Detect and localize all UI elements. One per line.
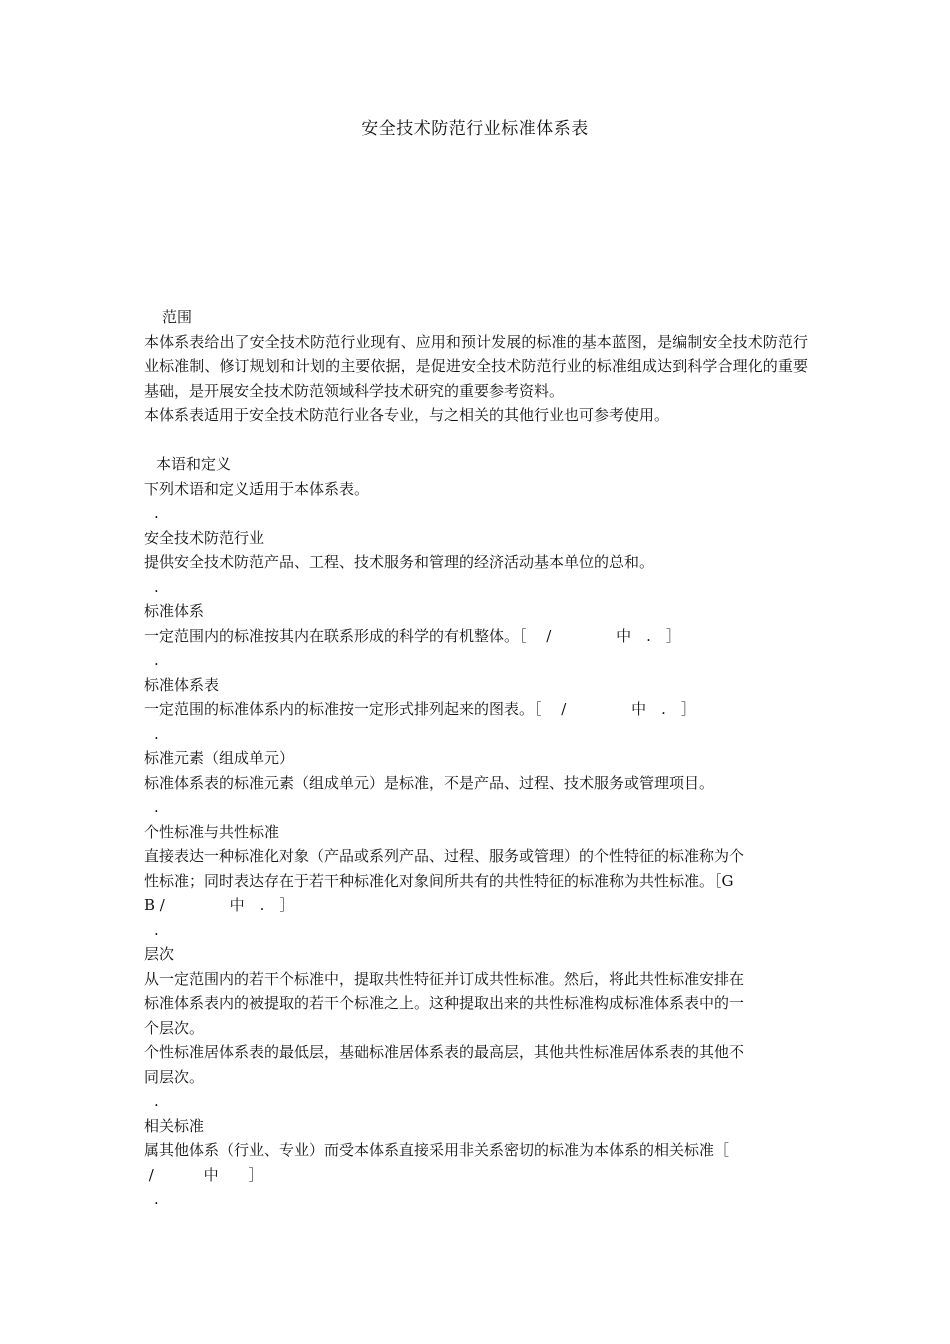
scope-paragraph-1: 本体系表给出了安全技术防范行业现有、应用和预计发展的标准的基本蓝图，是编制安全技术防范行业标准制、修订规划和计划的主要依据，是促进安全技术防范行业的标准组成达到科学合理化的重要基础，是开展安全技术防范领域科学技术研究的重要参考资料。	[144, 332, 808, 400]
term-4-definition: 标准体系表的标准元素（组成单元）是标准，不是产品、过程、技术服务或管理项目。	[144, 773, 715, 792]
term-7-name: 相关标准	[144, 1116, 205, 1135]
term-1-definition: 提供安全技术防范产品、工程、技术服务和管理的经济活动基本单位的总和。	[144, 553, 655, 571]
term-5-definition-line-1: 直接表达一种标准化对象（产品或系列产品、过程、服务或管理）的个性特征的标准称为个	[144, 847, 745, 865]
term-number-dot: .	[154, 1092, 159, 1110]
term-6-definition-line-5: 同层次。	[144, 1067, 205, 1086]
term-5-definition-line-3: B / 中 . ］	[144, 896, 295, 914]
term-7-definition-line-1: 属其他体系（行业、专业）而受本体系直接采用非关系密切的标准为本体系的相关标准［	[144, 1141, 730, 1159]
document-title: 安全技术防范行业标准体系表	[361, 119, 589, 139]
terms-intro: 下列术语和定义适用于本体系表。	[144, 479, 370, 498]
term-number-dot: .	[154, 920, 159, 939]
term-6-definition-line-1: 从一定范围内的若干个标准中，提取共性特征并订成共性标准。然后，将此共性标准安排在	[144, 969, 745, 988]
term-number-dot: .	[154, 504, 159, 522]
term-6-definition-line-3: 个层次。	[144, 1018, 205, 1037]
term-2-name: 标准体系	[144, 602, 205, 620]
term-1-name: 安全技术防范行业	[144, 528, 265, 547]
blank-line	[144, 428, 808, 453]
term-number-dot: .	[154, 724, 159, 743]
term-number-dot: .	[154, 1190, 159, 1208]
term-6-definition-line-2: 标准体系表内的被提取的若干个标准之上。这种提取出来的共性标准构成标准体系表中的一	[144, 994, 745, 1012]
term-2-definition: 一定范围内的标准按其内在联系形成的科学的有机整体。［ / 中 . ］	[144, 626, 681, 645]
term-5-definition-line-2: 性标准；同时表达存在于若干种标准化对象间所共有的共性特征的标准称为共性标准。［G	[144, 871, 734, 890]
scope-paragraph-2: 本体系表适用于安全技术防范行业各专业，与之相关的其他行业也可参考使用。	[144, 406, 670, 424]
term-3-name: 标准体系表	[144, 675, 220, 694]
document-body	[144, 305, 808, 1212]
term-6-name: 层次	[144, 945, 175, 963]
terms-heading: 本语和定义	[156, 455, 232, 473]
term-4-name: 标准元素（组成单元）	[144, 749, 295, 767]
term-7-definition-line-2: / 中 ］	[144, 1165, 264, 1184]
term-number-dot: .	[154, 577, 159, 596]
term-5-name: 个性标准与共性标准	[144, 822, 280, 841]
term-number-dot: .	[154, 798, 159, 816]
scope-heading: 范围	[162, 308, 193, 326]
term-number-dot: .	[154, 651, 159, 669]
term-6-definition-line-4: 个性标准居体系表的最低层，基础标准居体系表的最高层，其他共性标准居体系表的其他不	[144, 1043, 745, 1061]
term-3-definition: 一定范围的标准体系内的标准按一定形式排列起来的图表。［ / 中 . ］	[144, 700, 696, 718]
